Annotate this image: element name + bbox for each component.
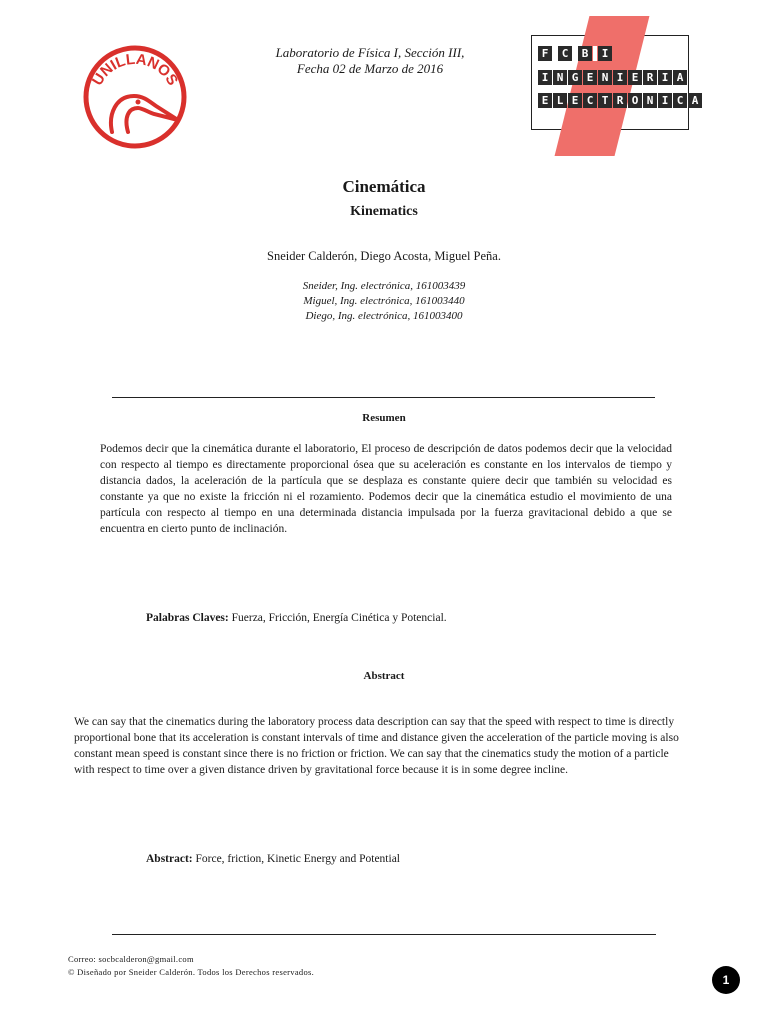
paper-title: Cinemática xyxy=(342,177,426,196)
logo-letter-tile: C xyxy=(583,93,597,108)
logo-letter-tile: I xyxy=(538,70,552,85)
page-number: 1 xyxy=(712,966,740,994)
logo-letter-tile: R xyxy=(613,93,627,108)
logo-letter-tile: N xyxy=(598,70,612,85)
resumen-body: Podemos decir que la cinemática durante el laboratorio, El proceso de descripción de datos podemos decir que la velocidad con respecto al tiempo es directamente proporcional ósea que su aceleración es constante en los intervalos de tiempo y distancia dados, la aceleración de la partícula que se desplaza es constante quiere decir que también su velocidad es constante ya que no existe la fricción ni el rozamiento. Podemos decir que la cinemática estudio el movimiento de una partícula con respecto al tiempo en una determinada distancia impulsada por la fuerza gravitacional debido a que se encuentra en cierto punto de inclinación. xyxy=(100,443,672,535)
logo-letter-tile: C xyxy=(558,46,572,61)
logo-letter-tile: A xyxy=(673,70,687,85)
authors: Sneider Calderón, Diego Acosta, Miguel Peña. xyxy=(267,249,501,263)
logo-letter-tile: I xyxy=(658,93,672,108)
logo-letter-tile: I xyxy=(658,70,672,85)
logo-letter-tile: E xyxy=(568,93,582,108)
paper-subtitle: Kinematics xyxy=(350,204,418,219)
affiliation: Miguel, Ing. electrónica, 161003440 xyxy=(303,295,465,307)
lab-date-line: Fecha 02 de Marzo de 2016 xyxy=(296,61,444,76)
logo-text: UNILLANOS xyxy=(88,50,182,89)
keywords-text: Fuerza, Fricción, Energía Cinética y Potencial. xyxy=(228,612,447,624)
logo-letter-tile: N xyxy=(643,93,657,108)
logo-row-electronica xyxy=(538,93,702,108)
keywords-label: Palabras Claves: xyxy=(146,612,229,624)
logo-letter-tile: E xyxy=(628,70,642,85)
keywords-en xyxy=(146,853,400,865)
affiliation: Sneider, Ing. electrónica, 161003439 xyxy=(302,280,466,292)
logo-letter-tile xyxy=(593,46,597,61)
affiliation: Diego, Ing. electrónica, 161003400 xyxy=(305,310,463,322)
lab-course-line: Laboratorio de Física I, Sección III, xyxy=(275,45,465,60)
abstract-heading: Abstract xyxy=(363,670,405,682)
logo-letter-tile: L xyxy=(553,93,567,108)
department-logo xyxy=(531,35,699,130)
logo-letter-tile: E xyxy=(583,70,597,85)
logo-letter-tile xyxy=(553,46,557,61)
keywords-label: Abstract: xyxy=(146,853,193,865)
logo-letter-tile xyxy=(573,46,577,61)
logo-row-fcbi xyxy=(538,46,612,61)
logo-letter-tile: B xyxy=(578,46,592,61)
logo-letter-tile: C xyxy=(673,93,687,108)
logo-letter-tile: A xyxy=(688,93,702,108)
footer-copyright: © Diseñado por Sneider Calderón. Todos los Derechos reservados. xyxy=(68,967,315,977)
logo-stripe xyxy=(555,16,650,156)
divider xyxy=(112,934,656,935)
keywords-es xyxy=(146,612,447,624)
university-logo xyxy=(82,44,188,150)
keywords-text: Force, friction, Kinetic Energy and Potential xyxy=(192,853,400,865)
logo-letter-tile: R xyxy=(643,70,657,85)
logo-letter-tile: T xyxy=(598,93,612,108)
footer-email: Correo: socbcalderon@gmail.com xyxy=(68,954,194,964)
logo-row-ingenieria xyxy=(538,70,687,85)
logo-letter-tile: E xyxy=(538,93,552,108)
divider xyxy=(112,397,655,398)
logo-letter-tile: F xyxy=(538,46,552,61)
abstract-body: We can say that the cinematics during the laboratory process data description can say that the speed with respect to time is directly proportional bone that its acceleration is constant intervals of time and distance given the acceleration of the particle moving is also constant mean speed is constant since there is no friction or friction. We can say that the cinematics study the motion of a particle with respect to time over a given distance driven by gravitational force because it is in some degree incline. xyxy=(74,716,679,776)
logo-letter-tile: O xyxy=(628,93,642,108)
logo-letter-tile: N xyxy=(553,70,567,85)
logo-letter-tile: I xyxy=(613,70,627,85)
logo-letter-tile: G xyxy=(568,70,582,85)
resumen-heading: Resumen xyxy=(362,412,406,424)
logo-letter-tile: I xyxy=(598,46,612,61)
